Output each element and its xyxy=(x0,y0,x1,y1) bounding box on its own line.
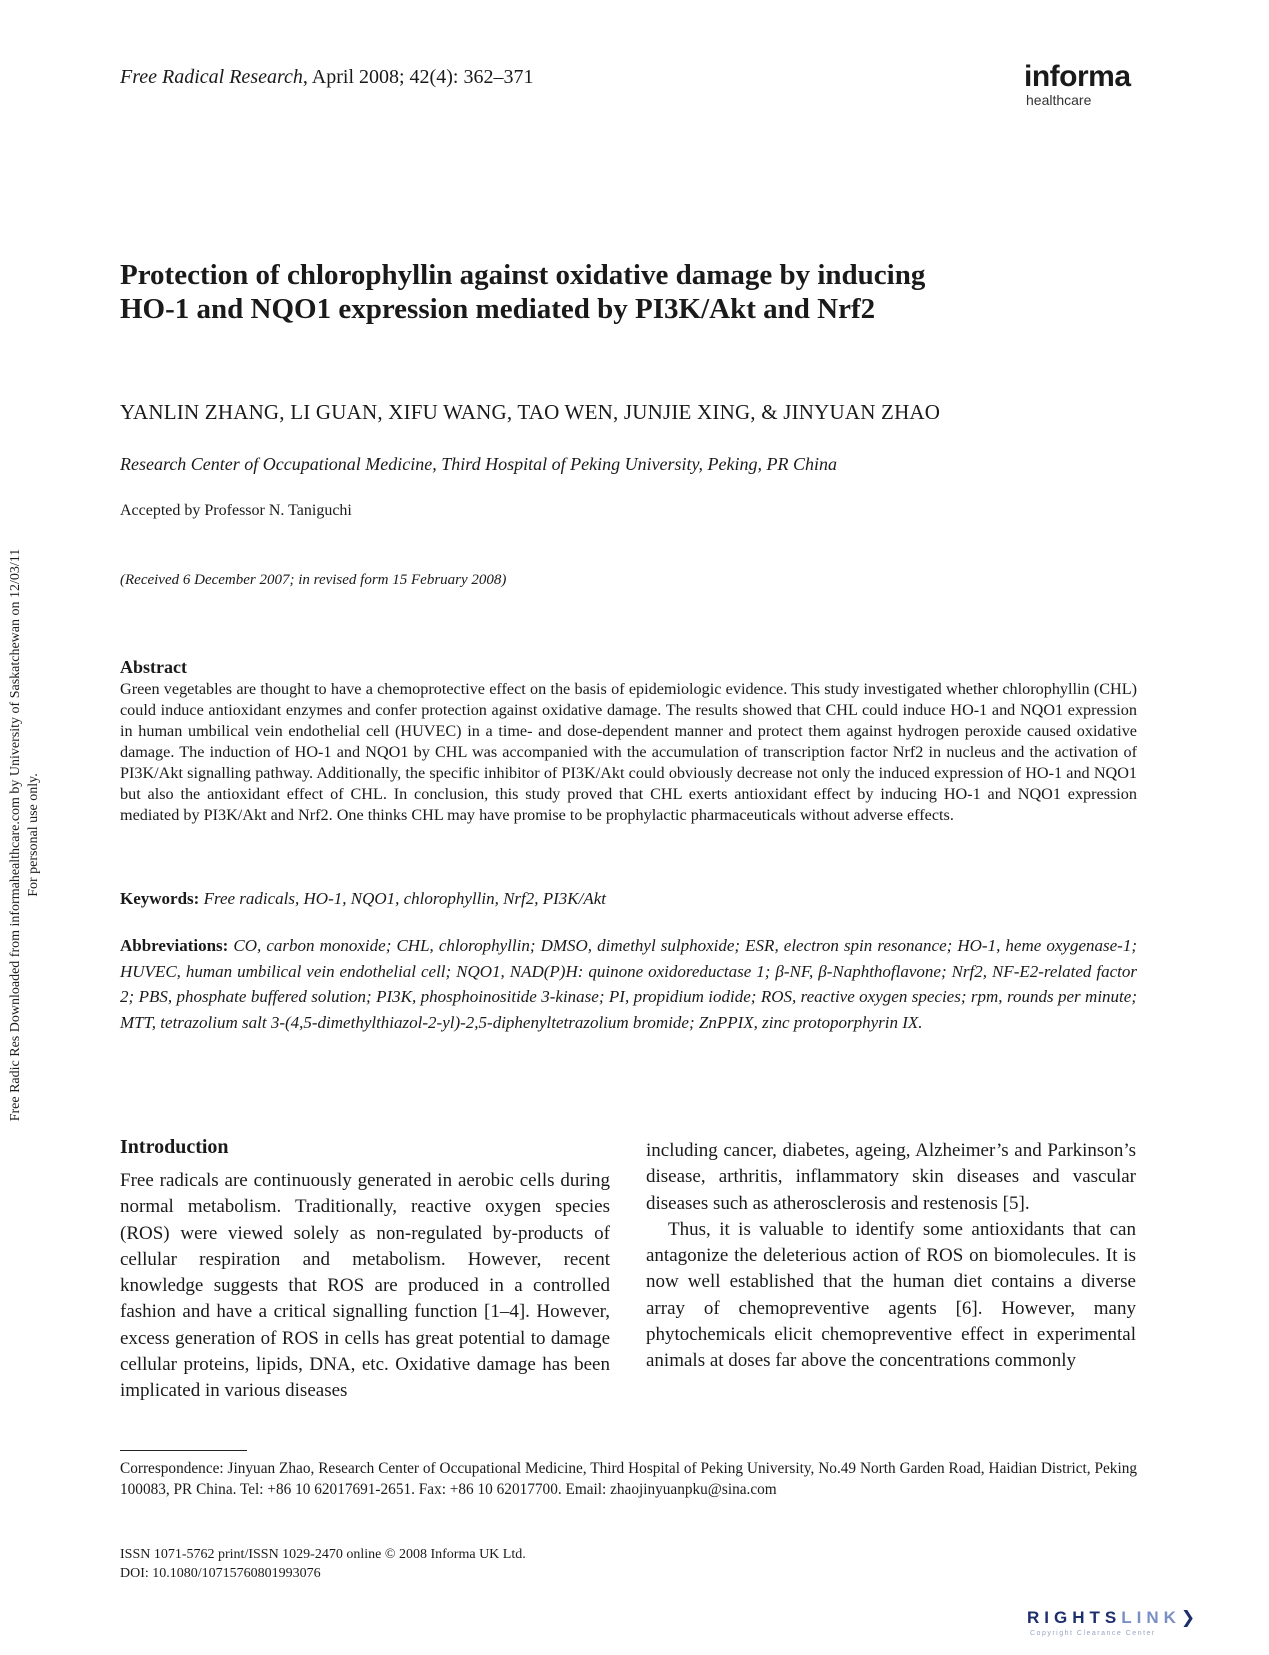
journal-citation xyxy=(120,66,533,89)
journal-issue: , April 2008; 42(4): 362–371 xyxy=(302,66,534,88)
watermark-line-2: For personal use only. xyxy=(26,773,41,897)
rightslink-logo[interactable] xyxy=(1027,1608,1200,1628)
intro-paragraph-2: Thus, it is valuable to identify some antioxidants that can antagonize the deleterious action of ROS on biomolecules. It is now well established that the human diet contains a diverse array of chemopreventive agents [6]. However, many phytochemicals elicit chemopreventive effect in experimental animals at doses far above the concentrations commonly xyxy=(646,1218,1136,1372)
footnote-divider xyxy=(120,1450,247,1451)
rightslink-light: LINK xyxy=(1121,1608,1181,1627)
received-dates: (Received 6 December 2007; in revised form 15 February 2008) xyxy=(120,572,507,588)
accepted-by: Accepted by Professor N. Taniguchi xyxy=(120,502,352,519)
article-title xyxy=(120,258,1160,326)
doi-line: DOI: 10.1080/10715760801993076 xyxy=(120,1566,321,1581)
logo-sub: healthcare xyxy=(1026,92,1092,108)
introduction-left-column: Free radicals are continuously generated in aerobic cells during normal metabolism. Traditionally, reactive oxygen species (ROS) were viewed solely as non-regulated by-products of cellular respiration and metabolism. However, recent knowledge suggests that ROS are produced in a controlled fashion and have a critical signalling function [1–4]. However, excess generation of ROS in cells has great potential to damage cellular proteins, lipids, DNA, etc. Oxidative damage has been implicated in various diseases xyxy=(120,1170,610,1402)
intro-paragraph-1: including cancer, diabetes, ageing, Alzheimer’s and Parkinson’s disease, arthritis, inflammatory skin diseases and vascular diseases such as atherosclerosis and restenosis [5]. xyxy=(646,1140,1136,1214)
issn-line: ISSN 1071-5762 print/ISSN 1029-2470 online © 2008 Informa UK Ltd. xyxy=(120,1547,526,1562)
download-watermark xyxy=(7,485,51,1185)
abstract-heading: Abstract xyxy=(120,657,187,677)
introduction-right-column xyxy=(646,1138,1136,1375)
journal-name: Free Radical Research xyxy=(120,66,303,88)
correspondence-footnote: Correspondence: Jinyuan Zhao, Research Center of Occupational Medicine, Third Hospital of Peking University, No.49 North Garden Road, Haidian District, Peking 100083, PR China. Tel: +86 10 62017691-2651. Fax: +86 10 62017700. Email: zhaojinyuanpku@sina.com xyxy=(120,1460,1137,1498)
abbreviations-text: CO, carbon monoxide; CHL, chlorophyllin; DMSO, dimethyl sulphoxide; ESR, electron spin resonance; HO-1, heme oxygenase-1; HUVEC, human umbilical vein endothelial cell; NQO1, NAD(P)H: quinone oxidoreductase 1; β-NF, β-Naphthoflavone; Nrf2, NF-E2-related factor 2; PBS, phosphate buffered solution; PI3K, phosphoinositide 3-kinase; PI, propidium iodide; ROS, reactive oxygen species; rpm, rounds per minute; MTT, tetrazolium salt 3-(4,5-dimethylthiazol-2-yl)-2,5-diphenyltetrazolium bromide; ZnPPIX, zinc protoporphyrin IX. xyxy=(120,936,1137,1032)
author-list: YANLIN ZHANG, LI GUAN, XIFU WANG, TAO WEN, JUNJIE XING, & JINYUAN ZHAO xyxy=(120,400,941,424)
title-line-2: HO-1 and NQO1 expression mediated by PI3K/Akt and Nrf2 xyxy=(120,293,876,325)
logo-brand: informa xyxy=(1024,60,1131,93)
publisher-logo xyxy=(1024,62,1146,108)
publication-info xyxy=(120,1545,526,1583)
keywords xyxy=(120,889,1137,909)
affiliation: Research Center of Occupational Medicine, Third Hospital of Peking University, Peking, PR China xyxy=(120,454,838,474)
rightslink-subtitle: Copyright Clearance Center xyxy=(1030,1630,1156,1637)
keywords-text: Free radicals, HO-1, NQO1, chlorophyllin, Nrf2, PI3K/Akt xyxy=(203,889,607,908)
keywords-label: Keywords: xyxy=(120,889,200,908)
abbreviations xyxy=(120,933,1137,1035)
chevron-icon: ❯ xyxy=(1180,1608,1201,1627)
abbreviations-label: Abbreviations: xyxy=(120,936,229,955)
abstract-text: Green vegetables are thought to have a chemoprotective effect on the basis of epidemiologic evidence. This study investigated whether chlorophyllin (CHL) could induce antioxidant enzymes and confer protection against oxidative damage. The results showed that CHL could induce HO-1 and NQO1 expression in human umbilical vein endothelial cell (HUVEC) in a time- and dose-dependent manner and protect them against hydrogen peroxide caused oxidative damage. The induction of HO-1 and NQO1 by CHL was accompanied with the accumulation of transcription factor Nrf2 in nucleus and the activation of PI3K/Akt signalling pathway. Additionally, the specific inhibitor of PI3K/Akt could obviously decrease not only the induced expression of HO-1 and NQO1 but also the antioxidant effect of CHL. In conclusion, this study proved that CHL exerts antioxidant effect by inducing HO-1 and NQO1 expression mediated by PI3K/Akt and Nrf2. One thinks CHL may have promise to be prophylactic pharmaceuticals without adverse effects. xyxy=(120,680,1137,824)
introduction-heading: Introduction xyxy=(120,1136,229,1158)
rightslink-dark: RIGHTS xyxy=(1027,1608,1122,1627)
title-line-1: Protection of chlorophyllin against oxidative damage by inducing xyxy=(120,259,926,291)
watermark-line-1: Free Radic Res Downloaded from informahealthcare.com by University of Saskatchewan on 12/03/11 xyxy=(8,548,23,1122)
